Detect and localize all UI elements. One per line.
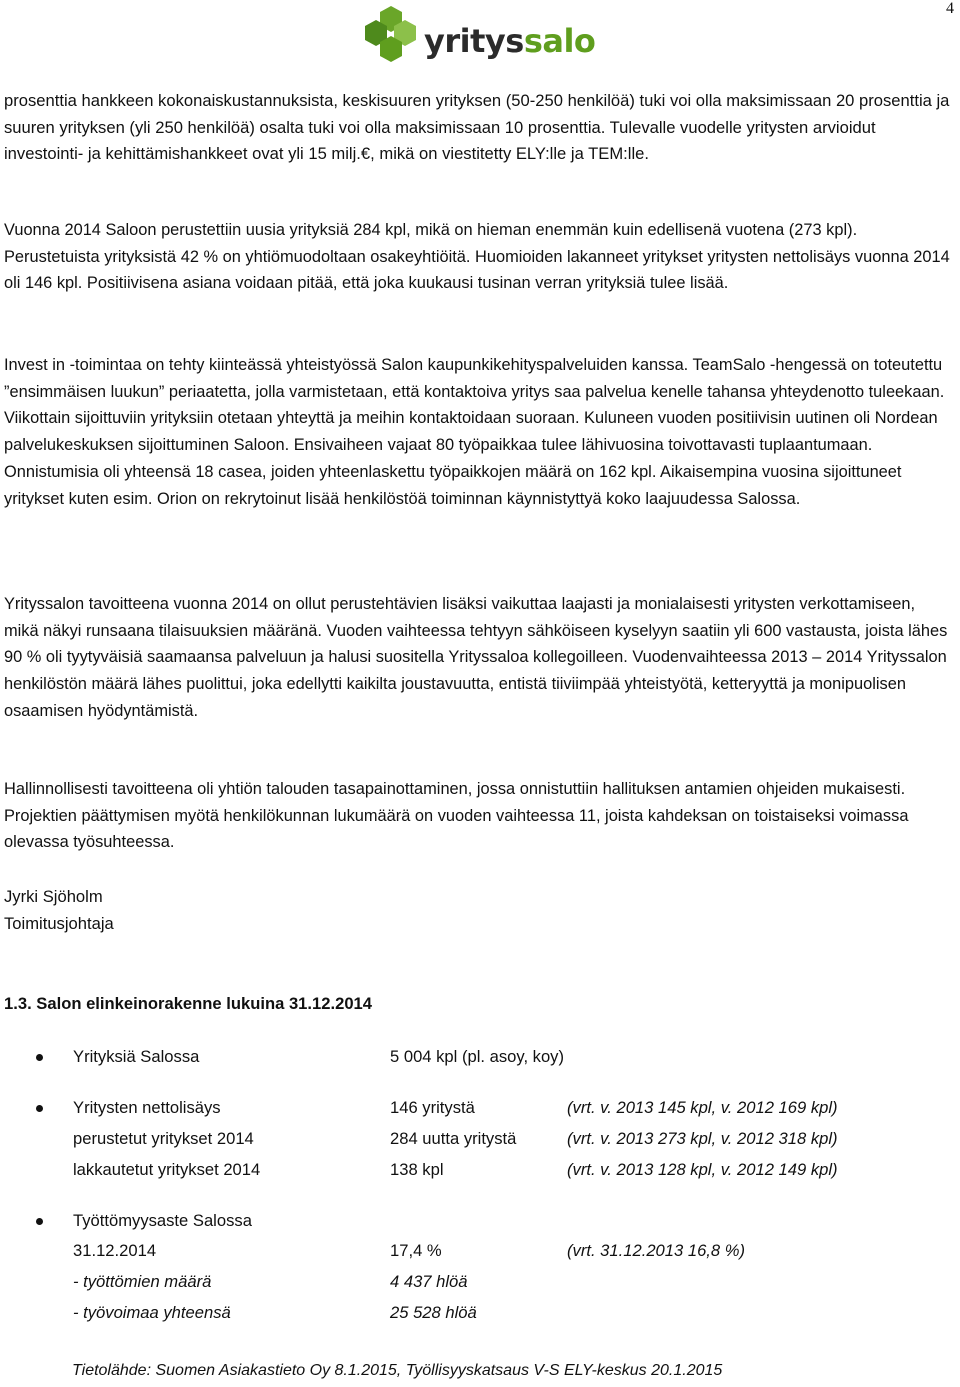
paragraph-new-companies: Vuonna 2014 Saloon perustettiin uusia yrityksiä 284 kpl, mikä on hieman enemmän kuin edellisenä vuotena (273 kpl). Perustetuista yrityksistä 42 % on yhtiömuodoltaan osakeyhtiöitä. Huomioiden lakanneet yritykset yritysten nettolisäys vuonna 2014 oli 146 kpl. Positiivisena asiana voidaan pitää, että joka kuukausi tusinan verran yrityksiä tulee lisää. (4, 221, 950, 293)
stat-value: 4 437 hlöä (390, 1272, 468, 1291)
logo-wordmark (424, 22, 595, 60)
stats-row-net (0, 1098, 960, 1124)
bullet-icon (36, 1054, 43, 1061)
yrityssalo-logo (362, 4, 596, 70)
paragraph-administration: Hallinnollisesti tavoitteena oli yhtiön talouden tasapainottaminen, jossa onnistuttiin hallituksen antamien ohjeiden mukaisesti. Projektien päättymisen myötä henkilökunnan lukumäärä on vuoden vaihteessa 11, joista kahdeksan on toistaiseksi voimassa olevassa työsuhteessa. (4, 780, 909, 852)
bullet-icon (36, 1105, 43, 1112)
logo-prefix: yritys (424, 22, 524, 60)
bullet-icon (36, 1218, 43, 1225)
stat-label: perustetut yritykset 2014 (73, 1129, 254, 1148)
stats-row-unemployment-title (0, 1211, 960, 1237)
stat-label: Yritysten nettolisäys (73, 1098, 221, 1117)
stat-value: 284 uutta yritystä (390, 1129, 517, 1148)
stat-compare: (vrt. v. 2013 273 kpl, v. 2012 318 kpl) (567, 1129, 838, 1148)
stat-value: 25 528 hlöä (390, 1303, 477, 1322)
stat-label: - työttömien määrä (73, 1272, 212, 1291)
source-footer: Tietolähde: Suomen Asiakastieto Oy 8.1.2015, Työllisyyskatsaus V-S ELY-keskus 20.1.2015 (72, 1362, 723, 1379)
logo-suffix: salo (523, 22, 596, 60)
stats-row-closed (0, 1160, 960, 1186)
stats-row-founded (0, 1129, 960, 1155)
stat-compare: (vrt. 31.12.2013 16,8 %) (567, 1241, 746, 1260)
stat-label: 31.12.2014 (73, 1241, 157, 1260)
logo-mark-icon (362, 4, 424, 70)
stat-compare: (vrt. v. 2013 128 kpl, v. 2012 149 kpl) (567, 1160, 838, 1179)
page-number: 4 (946, 0, 954, 17)
stat-compare: (vrt. v. 2013 145 kpl, v. 2012 169 kpl) (567, 1098, 838, 1117)
stat-label: - työvoimaa yhteensä (73, 1303, 231, 1322)
stat-label: Yrityksiä Salossa (73, 1047, 200, 1066)
stat-label: lakkautetut yritykset 2014 (73, 1160, 261, 1179)
signature-name: Jyrki Sjöholm (4, 887, 103, 906)
stats-row-companies (0, 1047, 960, 1073)
paragraph-invest-in: Invest in -toimintaa on tehty kiinteässä yhteistyössä Salon kaupunkikehityspalveluiden kanssa. TeamSalo -hengessä on toteutettu ”ensimmäisen luukun” periaatetta, jolla varmistetaan, että kontaktoiva yritys saa palvelua kenelle tahansa yhteydenotto tuleekaan. Viikottain sijoittuviin yrityksiin otetaan yhteyttä ja meihin kontaktoidaan suoraan. Kuluneen vuoden positiivisin uutinen oli Nordean palvelukeskuksen sijoittuminen Saloon. Ensivaiheen vajaat 80 työpaikkaa tulee lähivuosina toivottavasti tuplaantumaan. Onnistumisia oli yhteensä 18 casea, joiden yhteenlaskettu työpaikkojen määrä on 162 kpl. Aikaisempina vuosina sijoittuneet yritykset kuten esim. Orion on rekrytoinut lisää henkilöstöä toiminnan käynnistyttyä koko laajuudessa Salossa. (4, 356, 945, 508)
section-heading: 1.3. Salon elinkeinorakenne lukuina 31.12.2014 (4, 994, 373, 1013)
paragraph-goals: Yrityssalon tavoitteena vuonna 2014 on ollut perustehtävien lisäksi vaikuttaa laajasti ja monialaisesti yritysten verkottamiseen, mikä näkyi runsaana tilaisuuksien määränä. Vuoden vaihteessa tehtyyn sähköiseen kyselyyn saatiin yli 600 vastausta, joista lähes 90 % oli tyytyväisiä saamaansa palveluun ja halusi suositella Yrityssaloa kollegoilleen. Vuodenvaihteessa 2013 – 2014 Yrityssalon henkilöstön määrä lähes puolittui, joka edellytti kaikilta joustavuutta, entistä tiiviimpää yhteistyötä, ketteryyttä ja monipuolisen osaamisen hyödyntämistä. (4, 595, 948, 720)
stats-row-unemployment (0, 1241, 960, 1267)
stat-value: 5 004 kpl (pl. asoy, koy) (390, 1047, 565, 1066)
stat-value: 17,4 % (390, 1241, 442, 1260)
stats-row-workforce (0, 1303, 960, 1329)
paragraph-funding: prosenttia hankkeen kokonaiskustannuksista, keskisuuren yrityksen (50-250 henkilöä) tuki voi olla maksimissaan 20 prosenttia ja suuren yrityksen (yli 250 henkilöä) osalta tuki voi olla maksimissaan 10 prosenttia. Tulevalle vuodelle yritysten arvioidut investointi- ja kehittämishankkeet ovat yli 15 milj.€, mikä on viestitetty ELY:lle ja TEM:lle. (4, 91, 950, 164)
stat-value: 146 yritystä (390, 1098, 475, 1117)
stats-row-unemployed (0, 1272, 960, 1298)
stat-value: 138 kpl (390, 1160, 444, 1179)
signature-title: Toimitusjohtaja (4, 914, 114, 933)
stat-label: Työttömyysaste Salossa (73, 1211, 252, 1230)
